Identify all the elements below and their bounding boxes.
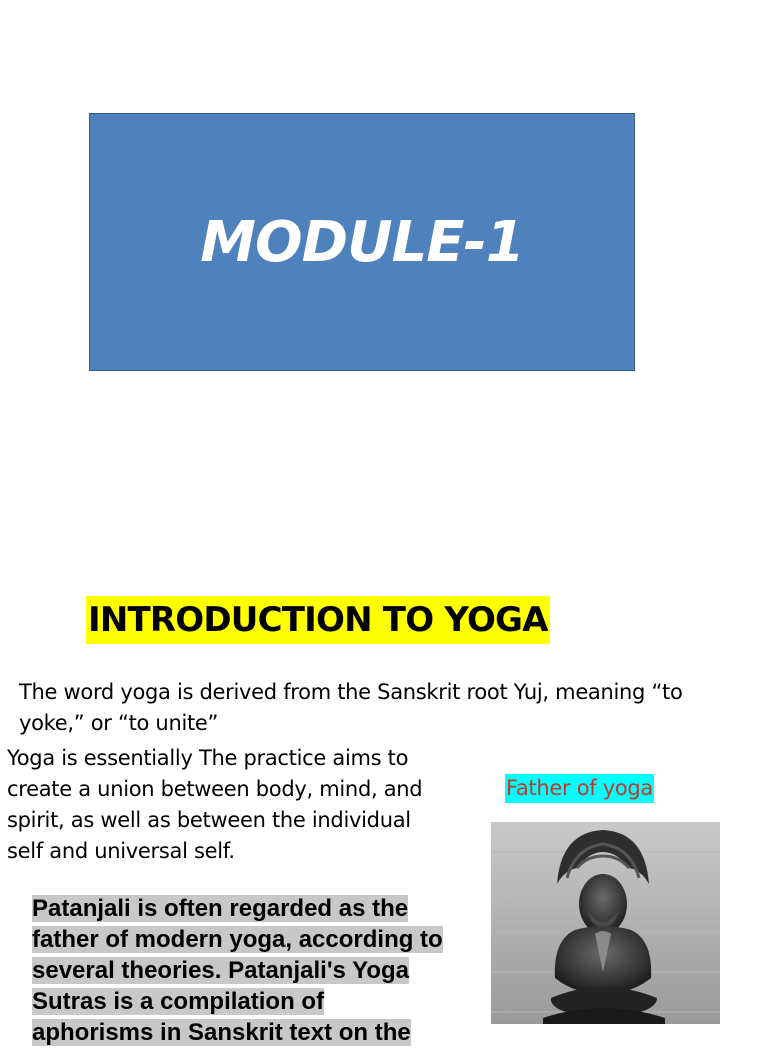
patanjali-description-text: Patanjali is often regarded as the father of modern yoga, according to several theories. Patanjali's Yoga Sutras is a compilation of aphorisms in Sanskrit text on the [32,895,443,1046]
yoga-definition-text: The word yoga is derived from the Sanskrit root Yuj, meaning “to yoke,” or “to unite” [19,680,683,735]
yoga-essential-text: Yoga is essentially The practice aims to create a union between body, mind, and spirit, as well as between the individual self and universal self. [7,746,423,863]
module-title: MODULE-1 [200,209,524,275]
introduction-heading: INTRODUCTION TO YOGA [86,596,550,644]
father-of-yoga-label: Father of yoga [505,774,654,803]
patanjali-description [32,893,452,1048]
patanjali-statue-photo [491,822,720,1024]
module-title-box [89,113,635,371]
